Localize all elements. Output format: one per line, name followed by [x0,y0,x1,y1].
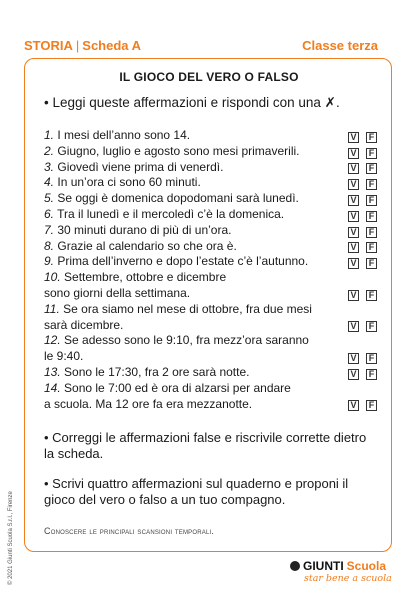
statement-line: Prima dell’inverno e dopo l’estate c’è l’autunno. [57,254,309,269]
statement-row [44,239,377,255]
statement-text [44,365,344,381]
publisher-logo [290,559,392,584]
statement-row [44,270,377,302]
answer-boxes [348,179,377,191]
statement-line: Se adesso sono le 9:10, fra mezz’ora saranno [64,333,309,348]
statement-row [44,302,377,334]
statement-number: 9. [44,254,55,269]
sheet-label: Scheda A [82,38,142,53]
answer-boxes [348,211,377,223]
false-checkbox[interactable]: F [366,369,377,380]
statement-line: 30 minuti durano di più di un’ora. [57,222,232,237]
true-checkbox[interactable]: V [348,290,359,301]
correction-instruction: • Correggi le affermazioni false e riscrivile corrette dietro la scheda. [44,430,367,461]
statement-line: In un’ora ci sono 60 minuti. [57,175,201,190]
statement-number: 13. [44,364,61,379]
answer-boxes [348,195,377,207]
statement-row [44,160,377,176]
instruction-text: • Leggi queste affermazioni e rispondi con una ✗. [44,95,340,110]
false-checkbox[interactable]: F [366,290,377,301]
statement-text [44,128,344,144]
statement-line: Settembre, ottobre e dicembre [64,270,227,285]
statement-text [44,270,344,302]
statement-line: le 9:40. [44,349,84,364]
answer-boxes [348,242,377,254]
statement-line: Sono le 7:00 ed è ora di alzarsi per andare [64,380,291,395]
worksheet-title: IL GIOCO DEL VERO O FALSO [119,70,299,84]
statement-text [44,333,344,365]
logo-brand: GIUNTI [303,559,344,573]
true-checkbox[interactable]: V [348,321,359,332]
statement-number: 6. [44,206,55,221]
subject-label: STORIA [24,38,73,53]
statement-number: 1. [44,128,55,142]
statement-text [44,144,344,160]
false-checkbox[interactable]: F [366,321,377,332]
true-checkbox[interactable]: V [348,211,359,222]
true-checkbox[interactable]: V [348,179,359,190]
false-checkbox[interactable]: F [366,227,377,238]
header-left [24,38,141,53]
statement-number: 5. [44,191,55,206]
statement-line: Sono le 17:30, fra 2 ore sarà notte. [64,364,250,379]
header-separator: | [75,38,80,53]
false-checkbox[interactable]: F [366,258,377,269]
true-checkbox[interactable]: V [348,227,359,238]
statement-number: 8. [44,238,55,253]
statement-line: sono giorni della settimana. [44,285,191,300]
statement-row [44,254,377,270]
learning-objective: Conoscere le principali scansioni temporali. [44,526,215,536]
statement-row [44,333,377,365]
true-checkbox[interactable]: V [348,353,359,364]
statement-text [44,302,344,334]
false-checkbox[interactable]: F [366,132,377,143]
statement-row [44,144,377,160]
statement-text [44,191,344,207]
statement-line: Se oggi è domenica dopodomani sarà lunedì. [57,191,299,206]
statement-line: Giugno, luglio e agosto sono mesi primaverili. [57,143,300,158]
statement-row [44,175,377,191]
false-checkbox[interactable]: F [366,242,377,253]
statement-text [44,175,344,191]
statement-text [44,223,344,239]
answer-boxes [348,290,377,302]
statement-text [44,207,344,223]
statement-text [44,254,344,270]
statement-text [44,239,344,255]
statement-text [44,160,344,176]
logo-brand-scuola: Scuola [346,559,387,573]
statement-line: Giovedì viene prima di venerdì. [57,159,224,174]
giunti-logo-icon [290,561,300,571]
false-checkbox[interactable]: F [366,179,377,190]
answer-boxes [348,321,377,333]
statement-number: 4. [44,175,55,190]
statement-line: Se ora siamo nel mese di ottobre, fra due mesi [63,301,312,316]
answer-boxes [348,353,377,365]
false-checkbox[interactable]: F [366,195,377,206]
answer-boxes [348,227,377,239]
logo-tagline: star bene a scuola [304,573,392,584]
false-checkbox[interactable]: F [366,148,377,159]
true-checkbox[interactable]: V [348,258,359,269]
true-checkbox[interactable]: V [348,132,359,143]
statement-line: Tra il lunedì e il mercoledì c’è la domenica. [57,206,285,221]
statement-number: 12. [44,333,61,348]
statement-row [44,223,377,239]
statement-row [44,191,377,207]
statement-number: 10. [44,270,61,285]
statement-text [44,381,344,413]
copyright-notice: © 2021 Giunti Scuola S.r.l., Firenze [8,491,14,585]
answer-boxes [348,132,377,144]
true-checkbox[interactable]: V [348,148,359,159]
statement-line: sarà dicembre. [44,317,124,332]
true-checkbox[interactable]: V [348,242,359,253]
statement-number: 3. [44,159,55,174]
false-checkbox[interactable]: F [366,163,377,174]
answer-boxes [348,258,377,270]
statement-number: 11. [44,301,60,316]
false-checkbox[interactable]: F [366,400,377,411]
false-checkbox[interactable]: F [366,211,377,222]
write-instruction: • Scrivi quattro affermazioni sul quaderno e proponi il gioco del vero o falso a un tuo compagno. [44,476,349,507]
true-checkbox[interactable]: V [348,195,359,206]
statement-row [44,128,377,144]
answer-boxes [348,369,377,381]
statement-row [44,207,377,223]
statement-line: Grazie al calendario so che ora è. [57,238,237,253]
statement-number: 14. [44,380,61,395]
statement-list [44,128,377,412]
true-checkbox[interactable]: V [348,400,359,411]
answer-boxes [348,400,377,412]
statement-row [44,365,377,381]
false-checkbox[interactable]: F [366,353,377,364]
statement-line: a scuola. Ma 12 ore fa era mezzanotte. [44,396,253,411]
answer-boxes [348,163,377,175]
statement-line: I mesi dell’anno sono 14. [57,128,191,142]
statement-number: 2. [44,143,55,158]
true-checkbox[interactable]: V [348,369,359,380]
answer-boxes [348,148,377,160]
true-checkbox[interactable]: V [348,163,359,174]
statement-row [44,381,377,413]
statement-number: 7. [44,222,55,237]
grade-label: Classe terza [302,38,378,53]
